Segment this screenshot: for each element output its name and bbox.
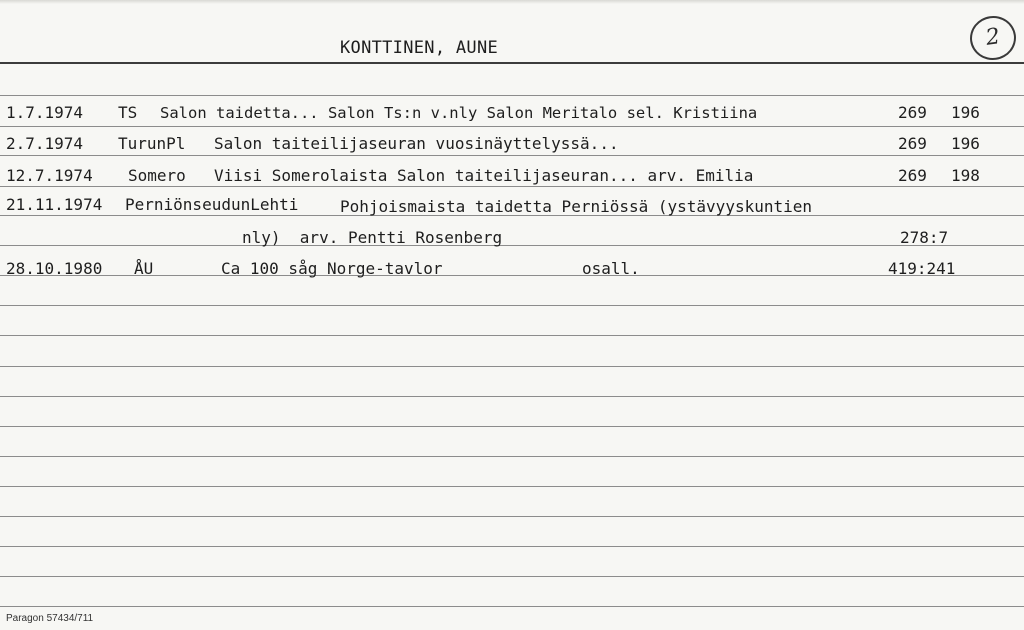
ruled-line xyxy=(0,576,1024,577)
card-header-name: KONTTINEN, AUNE xyxy=(340,38,499,58)
ruled-line xyxy=(0,396,1024,397)
entry-source: PerniönseudunLehti xyxy=(125,195,299,214)
entry-ref: 419:241 xyxy=(888,259,956,278)
header-rule xyxy=(0,62,1024,64)
entry-text: Salon taiteilijaseuran vuosinäyttelyssä... xyxy=(214,134,619,153)
entry-ref: 278:7 xyxy=(900,228,949,247)
entry-date: 21.11.1974 xyxy=(6,195,103,214)
entry-ref-b: 196 xyxy=(951,134,980,153)
entry-text: Pohjoismaista taidetta Perniössä (ystävyyskuntien xyxy=(340,197,813,216)
ruled-line xyxy=(0,516,1024,517)
ruled-line xyxy=(0,126,1024,127)
ruled-line xyxy=(0,335,1024,336)
ruled-line xyxy=(0,456,1024,457)
entry-text: Salon taidetta... Salon Ts:n v.nly Salon Meritalo sel. Kristiina xyxy=(160,104,758,122)
entry-ref-b: 196 xyxy=(951,103,980,122)
ruled-line xyxy=(0,245,1024,246)
ruled-line xyxy=(0,546,1024,547)
entry-note: osall. xyxy=(582,259,640,278)
entry-source: Somero xyxy=(128,166,186,185)
ruled-line xyxy=(0,155,1024,156)
ruled-line xyxy=(0,606,1024,607)
card-top-edge xyxy=(0,0,1024,4)
card-number-circled: 2 xyxy=(967,13,1019,63)
entry-continuation: nly) arv. Pentti Rosenberg xyxy=(242,228,503,247)
card-footer-print: Paragon 57434/711 xyxy=(6,613,94,624)
entry-ref-b: 198 xyxy=(951,166,980,185)
ruled-line xyxy=(0,275,1024,276)
entry-source: TurunPl xyxy=(118,134,186,153)
entry-text: Ca 100 såg Norge-tavlor xyxy=(221,259,443,278)
entry-date: 12.7.1974 xyxy=(6,166,93,185)
ruled-line xyxy=(0,305,1024,306)
entry-ref-a: 269 xyxy=(898,103,927,122)
ruled-line xyxy=(0,95,1024,96)
ruled-line xyxy=(0,426,1024,427)
entry-date: 1.7.1974 xyxy=(6,103,84,122)
entry-ref-a: 269 xyxy=(898,134,927,153)
entry-source: ÅU xyxy=(134,259,154,278)
entry-ref-a: 269 xyxy=(898,166,927,185)
entry-text: Viisi Somerolaista Salon taiteilijaseuran... arv. Emilia xyxy=(214,166,754,185)
ruled-line xyxy=(0,486,1024,487)
entry-source: TS xyxy=(118,103,138,122)
ruled-line xyxy=(0,186,1024,187)
entry-date: 28.10.1980 xyxy=(6,259,103,278)
ruled-line xyxy=(0,366,1024,367)
entry-date: 2.7.1974 xyxy=(6,134,84,153)
